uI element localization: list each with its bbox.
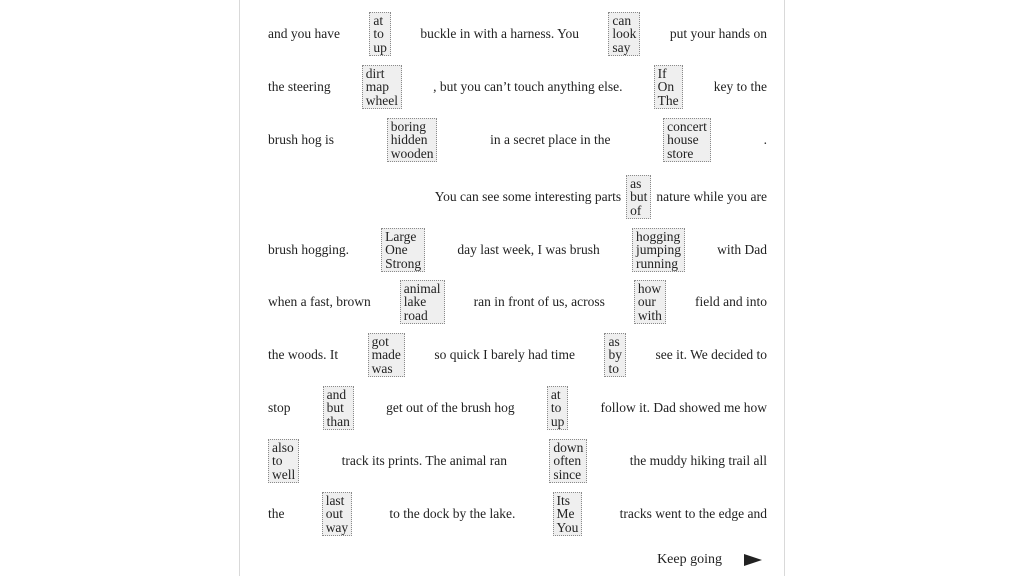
passage-text: ran in front of us, across bbox=[473, 294, 605, 309]
passage-text: brush hogging. bbox=[268, 242, 349, 257]
word-choice-option[interactable]: was bbox=[371, 360, 393, 376]
passage-line bbox=[268, 11, 767, 57]
word-choice-box[interactable] bbox=[362, 65, 402, 110]
word-choice-box[interactable] bbox=[549, 439, 587, 484]
word-choice-option[interactable]: often bbox=[553, 453, 582, 469]
passage-text: see it. We decided to bbox=[655, 347, 767, 362]
word-choice-option[interactable]: You bbox=[556, 519, 579, 535]
passage-text: in a secret place in the bbox=[490, 132, 611, 147]
passage-line bbox=[268, 117, 767, 163]
passage-text: get out of the brush hog bbox=[386, 400, 515, 415]
passage-text: so quick I barely had time bbox=[434, 347, 575, 362]
word-choice-option[interactable]: dirt bbox=[365, 65, 385, 81]
passage-text: key to the bbox=[713, 79, 767, 94]
passage-text: . bbox=[763, 132, 767, 147]
word-choice-option[interactable]: wheel bbox=[365, 92, 398, 108]
passage-line bbox=[268, 491, 767, 537]
word-choice-option[interactable]: got bbox=[371, 333, 389, 349]
word-choice-option[interactable]: to bbox=[608, 360, 619, 376]
word-choice-option[interactable]: at bbox=[373, 12, 384, 28]
passage-text: field and into bbox=[694, 294, 767, 309]
passage-text: follow it. Dad showed me how bbox=[600, 400, 767, 415]
word-choice-option[interactable]: If bbox=[657, 65, 667, 81]
word-choice-option[interactable]: wooden bbox=[390, 145, 434, 161]
word-choice-option[interactable]: with bbox=[637, 307, 662, 323]
word-choice-option[interactable]: hidden bbox=[390, 132, 428, 148]
passage-line bbox=[268, 227, 767, 273]
word-choice-option[interactable]: lake bbox=[403, 294, 427, 310]
word-choice-box[interactable] bbox=[553, 492, 583, 537]
passage-text: to the dock by the lake. bbox=[389, 506, 516, 521]
passage-line bbox=[268, 438, 767, 484]
passage-text: put your hands on bbox=[669, 26, 767, 41]
word-choice-box[interactable] bbox=[608, 12, 640, 57]
word-choice-option[interactable]: of bbox=[630, 202, 642, 218]
word-choice-option[interactable]: map bbox=[365, 79, 389, 95]
passage-text: tracks went to the edge and bbox=[619, 506, 767, 521]
word-choice-option[interactable]: Me bbox=[556, 506, 575, 522]
passage-text: with Dad bbox=[717, 242, 767, 257]
word-choice-option[interactable]: at bbox=[550, 386, 561, 402]
passage-text: , but you can’t touch anything else. bbox=[433, 79, 623, 94]
word-choice-box[interactable] bbox=[387, 118, 438, 163]
passage-text: day last week, I was brush bbox=[457, 242, 600, 257]
word-choice-option[interactable]: but bbox=[326, 400, 344, 416]
word-choice-box[interactable] bbox=[654, 65, 683, 110]
passage-line bbox=[268, 385, 767, 431]
word-choice-option[interactable]: concert bbox=[667, 118, 707, 134]
word-choice-option[interactable]: up bbox=[550, 413, 565, 429]
word-choice-box[interactable] bbox=[400, 280, 445, 325]
word-choice-box[interactable] bbox=[634, 280, 666, 325]
word-choice-option[interactable]: One bbox=[385, 242, 408, 258]
word-choice-box[interactable] bbox=[663, 118, 711, 163]
word-choice-option[interactable]: to bbox=[373, 26, 384, 42]
word-choice-option[interactable]: store bbox=[667, 145, 694, 161]
passage-line bbox=[268, 174, 767, 220]
word-choice-box[interactable] bbox=[381, 228, 425, 273]
word-choice-option[interactable]: Its bbox=[556, 492, 571, 508]
passage-line bbox=[268, 332, 767, 378]
passage-line bbox=[268, 64, 767, 110]
word-choice-box[interactable] bbox=[632, 228, 685, 273]
word-choice-box[interactable] bbox=[322, 492, 353, 537]
word-choice-option[interactable]: animal bbox=[403, 280, 441, 296]
passage-text: the muddy hiking trail all bbox=[629, 453, 767, 468]
word-choice-option[interactable]: to bbox=[272, 453, 283, 469]
word-choice-option[interactable]: road bbox=[403, 307, 428, 323]
word-choice-box[interactable] bbox=[323, 386, 354, 431]
word-choice-box[interactable] bbox=[369, 12, 391, 57]
word-choice-option[interactable]: also bbox=[272, 439, 294, 455]
word-choice-box[interactable] bbox=[604, 333, 626, 378]
word-choice-option[interactable]: to bbox=[550, 400, 562, 416]
passage-text: when a fast, brown bbox=[268, 294, 371, 309]
word-choice-option[interactable]: The bbox=[657, 92, 679, 108]
word-choice-option[interactable]: running bbox=[635, 255, 678, 271]
word-choice-option[interactable]: out bbox=[325, 506, 343, 522]
word-choice-box[interactable] bbox=[626, 175, 651, 220]
word-choice-option[interactable]: well bbox=[272, 466, 296, 482]
passage-text: brush hog is bbox=[268, 132, 335, 147]
passage-text: nature while you are bbox=[656, 189, 767, 204]
word-choice-option[interactable]: than bbox=[326, 413, 350, 429]
word-choice-option[interactable]: On bbox=[657, 79, 675, 95]
word-choice-option[interactable]: our bbox=[637, 294, 656, 310]
word-choice-box[interactable] bbox=[368, 333, 405, 378]
cloze-passage-page bbox=[239, 0, 785, 576]
passage-text: buckle in with a harness. You bbox=[420, 26, 579, 41]
word-choice-option[interactable]: as bbox=[608, 333, 620, 349]
word-choice-option[interactable]: say bbox=[612, 39, 631, 55]
word-choice-option[interactable]: last bbox=[325, 492, 345, 508]
passage-text: stop bbox=[268, 400, 291, 415]
word-choice-option[interactable]: by bbox=[608, 347, 622, 363]
keep-going-button[interactable] bbox=[657, 552, 762, 568]
passage-text: the steering bbox=[268, 79, 331, 94]
word-choice-option[interactable]: up bbox=[373, 39, 387, 55]
play-arrow-icon bbox=[744, 554, 762, 566]
word-choice-option[interactable]: Strong bbox=[385, 255, 422, 271]
passage-text: track its prints. The animal ran bbox=[341, 453, 508, 468]
word-choice-option[interactable]: how bbox=[637, 280, 662, 296]
word-choice-option[interactable]: can bbox=[612, 12, 632, 28]
word-choice-option[interactable]: boring bbox=[390, 118, 426, 134]
word-choice-option[interactable]: down bbox=[553, 439, 584, 455]
word-choice-option[interactable]: but bbox=[630, 189, 648, 205]
word-choice-option[interactable]: made bbox=[371, 347, 401, 363]
word-choice-box[interactable] bbox=[268, 439, 299, 484]
passage-text: the bbox=[268, 506, 285, 521]
word-choice-option[interactable]: and bbox=[326, 386, 347, 402]
passage-text: You can see some interesting parts bbox=[434, 189, 622, 204]
word-choice-option[interactable]: way bbox=[325, 519, 349, 535]
word-choice-option[interactable]: since bbox=[553, 466, 582, 482]
word-choice-option[interactable]: as bbox=[630, 175, 642, 191]
word-choice-option[interactable]: house bbox=[667, 132, 699, 148]
word-choice-option[interactable]: hogging bbox=[635, 228, 681, 244]
passage-text: the woods. It bbox=[268, 347, 339, 362]
passage-text: and you have bbox=[268, 26, 340, 41]
passage-line bbox=[268, 279, 767, 325]
word-choice-option[interactable]: Large bbox=[385, 228, 417, 244]
word-choice-box[interactable] bbox=[547, 386, 569, 431]
keep-going-label: Keep going bbox=[657, 552, 722, 567]
word-choice-option[interactable]: jumping bbox=[635, 242, 681, 258]
word-choice-option[interactable]: look bbox=[612, 26, 637, 42]
